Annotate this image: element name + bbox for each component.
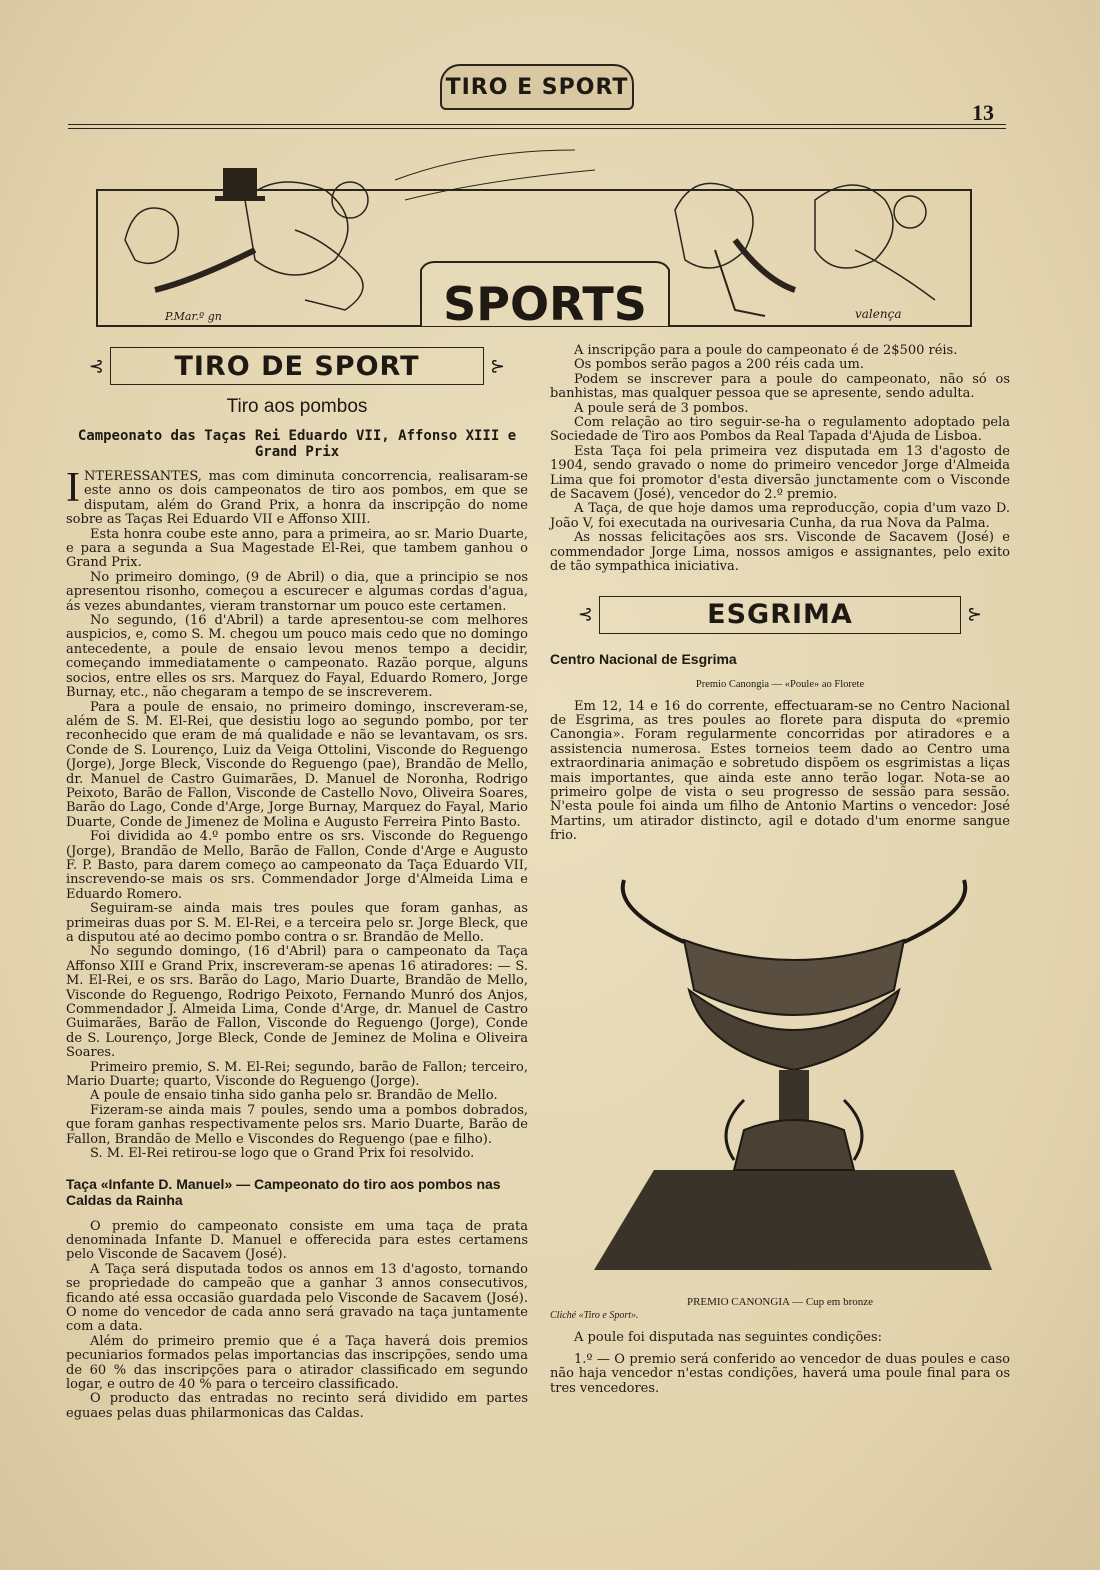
ornament-right-icon: ⊱ — [967, 604, 983, 625]
article-paragraph: Para a poule de ensaio, no primeiro domingo, inscreveram-se, além de S. M. El-Rei, que desistiu logo ao segundo pombo, por ter reconhecido que eram de má qualidade e não se levantavam, os srs. Conde de S. Lourenço, Luiz da Veiga Ottolini, Visconde do Reguengo (Jorge), Jorge Bleck, Visconde do Reguengo (pae), Brandão de Mello, dr. Manuel de Castro Guimarães, D. Manuel de Noronha, Rodrigo Peixoto, Barão de Fallon, Visconde de Castello Novo, Oliveira Soares, Barão do Lago, Conde d'Arge, Jorge Burnay, Marquez do Fayal, Mario Duarte, Conde de Jimenez de Molina e Augusto Ferreira Pinto Basto. — [66, 699, 528, 830]
masthead-text: TIRO E SPORT — [445, 74, 629, 100]
ornament-left-icon: ⊰ — [577, 604, 593, 625]
right-column — [550, 344, 1010, 1396]
trophy-cup-illustration — [594, 870, 992, 1288]
header-rule-2 — [68, 128, 1006, 129]
article-paragraph: A poule foi disputada nas seguintes condições: — [574, 1329, 883, 1345]
masthead-logo — [440, 64, 634, 110]
article-paragraph: Esta honra coube este anno, para a primeira, ao sr. Mario Duarte, e para a segunda a Sua Magestade El-Rei, que tambem ganhou o Grand Prix. — [66, 526, 528, 571]
subhead-campeonato: Campeonato das Taças Rei Eduardo VII, Affonso XIII e Grand Prix — [77, 428, 517, 460]
article-paragraph: A Taça, de que hoje damos uma reproducção, copia d'um vazo D. João V, foi executada na ourivesaria Cunha, da rua Nova da Palma. — [550, 501, 1010, 531]
article-paragraph: S. M. El-Rei retirou-se logo que o Grand Prix foi resolvido. — [90, 1146, 475, 1162]
banner-drawing — [95, 140, 973, 328]
article-paragraph: O premio do campeonato consiste em uma taça de prata denominada Infante D. Manuel e offerecida para estes certamens pelo Visconde de Sacavem (José). — [66, 1218, 528, 1263]
article-paragraph: Podem se inscrever para a poule do campeonato, não só os banhistas, mas qualquer pessoa que se apresente, sendo adulta. — [550, 371, 1010, 402]
article-paragraph: Em 12, 14 e 16 do corrente, effectuaram-se no Centro Nacional de Esgrima, as tres poules ao florete para disputa do «premio Canongia». Foram regularmente concorridas por atiradores e a assistencia numerosa. Estes torneios teem dado ao Centro uma extraordinaria animação e sobretudo dispõem os esgrimistas a liças mais importantes, que ainda este anno terão logar. Nota-se ao primeiro golpe de vista o seu progresso de sessão para sessão. N'esta poule foi ainda um filho de Antonio Martins o vencedor: José Martins, um atirador distincto, agil e dotado d'um enorme sangue frio. — [550, 698, 1010, 844]
article-paragraph: Com relação ao tiro seguir-se-ha o regulamento adoptado pela Sociedade de Tiro aos Pombos da Real Tapada d'Ajuda de Lisboa. — [550, 415, 1010, 445]
photo-caption: PREMIO CANONGIA — Cup em bronze — [686, 1295, 874, 1308]
article-paragraph: Os pombos serão pagos a 200 réis cada um. — [574, 357, 864, 373]
article-paragraph: Esta Taça foi pela primeira vez disputada em 13 d'agosto de 1904, sendo gravado o nome do primeiro vencedor Jorge d'Almeida Lima que foi promotor d'esta diversão junctamente com o Visconde de Sacavem (José), vencedor do 2.º premio. — [550, 443, 1010, 503]
paragraph-text: NTERESSANTES, mas com diminuta concorrencia, realisaram-se este anno os dois campeonatos de tiro aos pombos, em que se disputam, além do Grand Prix, a honra da inscripção do nome sobre as Taças Rei Eduardo VII e Affonso XIII. — [66, 469, 528, 528]
dropcap: I — [66, 465, 80, 511]
article-paragraph: No primeiro domingo, (9 de Abril) o dia, que a principio se nos apresentou risonho, começou a escurecer e algumas cordas d'agua, ás vezes abundantes, vieram transtornar um pouco este certamen. — [66, 569, 528, 614]
article-paragraph: Além do primeiro premio que é a Taça haverá dois premios pecuniarios formados pelas importancias das inscripções, sendo uma de 60 % das inscripções para o atirador classificado em segundo logar, e outro de 40 % para o terceiro classificado. — [66, 1333, 528, 1392]
article-paragraph: No segundo, (16 d'Abril) a tarde apresentou-se com melhores auspicios, e, como S. M. chegou um pouco mais cedo que no domingo antecedente, a poule de ensaio levou menos tempo a decidir, começando immediatamente o campeonato. Razão porque, alguns socios, entre elles os srs. Marquez do Fayal, Eduardo Romero, Jorge Burnay, etc., não chegaram a tempo de se inscreverem. — [66, 613, 528, 701]
article-paragraph — [66, 465, 528, 528]
subtitle-tiro-aos-pombos: Tiro aos pombos — [226, 396, 368, 417]
signature-right: valença — [855, 307, 902, 321]
ornament-left-icon: ⊰ — [88, 355, 104, 377]
esgrima-title-frame — [550, 593, 1010, 637]
page-number: 13 — [972, 100, 994, 125]
section-title-esgrima: ESGRIMA — [599, 596, 961, 634]
header-rule — [68, 124, 1006, 125]
heading-centro-nacional: Centro Nacional de Esgrima — [550, 650, 737, 667]
photo-credit: Cliché «Tiro e Sport». — [550, 1309, 639, 1321]
section-title-frame — [66, 344, 528, 388]
article-paragraph: A Taça será disputada todos os annos em 13 d'agosto, tornando se propriedade do campeão que a ganhar 3 annos consecutivos, ficando até essa occasião guardada pelo Visconde de Sacavem (José). O nome do vencedor de cada anno será gravado na taça juntamente com a data. — [66, 1261, 528, 1335]
article-paragraph: 1.º — O premio será conferido ao vencedor de duas poules e caso não haja vencedor n'estas condições, haverá uma poule final para os tres vencedores. — [550, 1351, 1010, 1396]
section-title-tiro-de-sport: TIRO DE SPORT — [110, 347, 484, 385]
article-paragraph: No segundo domingo, (16 d'Abril) para o campeonato da Taça Affonso XIII e Grand Prix, inscreveram-se apenas 16 atiradores: — S. M. El-Rei, e os srs. Barão do Lago, Mario Duarte, Brandão de Mello, Visconde do Reguengo, Rodrigo Peixoto, Fernando Munró dos Anjos, Commendador J. Almeida Lima, Conde d'Arge, dr. Manuel de Castro Guimarães, Barão de Fallon, Visconde do Reguengo (Jorge), Conde de S. Lourenço, Jorge Bleck, Conde de Jeminez de Molina e Oliveira Soares. — [66, 944, 528, 1061]
trophy-photo — [594, 870, 992, 1288]
article-paragraph: O producto das entradas no recinto será dividido em partes eguaes pelas duas philarmonicas das Caldas. — [66, 1391, 528, 1421]
article-paragraph: As nossas felicitações aos srs. Visconde de Sacavem (José) e commendador Jorge Lima, nossos amigos e assignantes, pelo exito de tão sympathica iniciativa. — [550, 530, 1010, 575]
ornament-right-icon: ⊱ — [490, 355, 506, 377]
article-paragraph: A inscripção para a poule do campeonato é de 2$500 réis. — [574, 343, 958, 358]
article-paragraph: A poule de ensaio tinha sido ganha pelo sr. Brandão de Mello. — [90, 1088, 498, 1104]
subhead-premio-canongia: Premio Canongia — «Poule» ao Florete — [695, 678, 865, 690]
article-paragraph: Fizeram-se ainda mais 7 poules, sendo uma a pombos dobrados, que foram ganhas respectivamente pelos srs. Mario Duarte, Barão de Fallon, Brandão de Mello e Viscondes do Reguengo (pae e filho). — [66, 1102, 528, 1147]
article-paragraph: A poule será de 3 pombos. — [574, 400, 749, 416]
section-heading-taca-infante: Taça «Infante D. Manuel» — Campeonato do tiro aos pombos nas Caldas da Rainha — [66, 1175, 501, 1208]
sports-banner-illustration — [95, 140, 973, 328]
article-paragraph: Primeiro premio, S. M. El-Rei; segundo, barão de Fallon; terceiro, Mario Duarte; quarto, Visconde do Reguengo (Jorge). — [66, 1059, 528, 1090]
signature-left: P.Mar.º gn — [165, 310, 222, 323]
left-column — [66, 344, 528, 1421]
article-paragraph: Foi dividida ao 4.º pombo entre os srs. Visconde do Reguengo (Jorge), Brandão de Mello, Barão de Fallon, Conde d'Arge e Augusto F. P. Basto, para darem começo ao campeonato da Taça Eduardo VII, inscrevendo-se mais os srs. Commendador Jorge d'Almeida Lima e Eduardo Romero. — [66, 829, 528, 902]
banner-title: SPORTS — [443, 277, 647, 328]
article-paragraph: Seguiram-se ainda mais tres poules que foram ganhas, as primeiras duas por S. M. El-Rei, e a terceira pelo sr. Jorge Bleck, que a disputou até ao decimo pombo contra o sr. Brandão de Mello. — [66, 901, 528, 945]
